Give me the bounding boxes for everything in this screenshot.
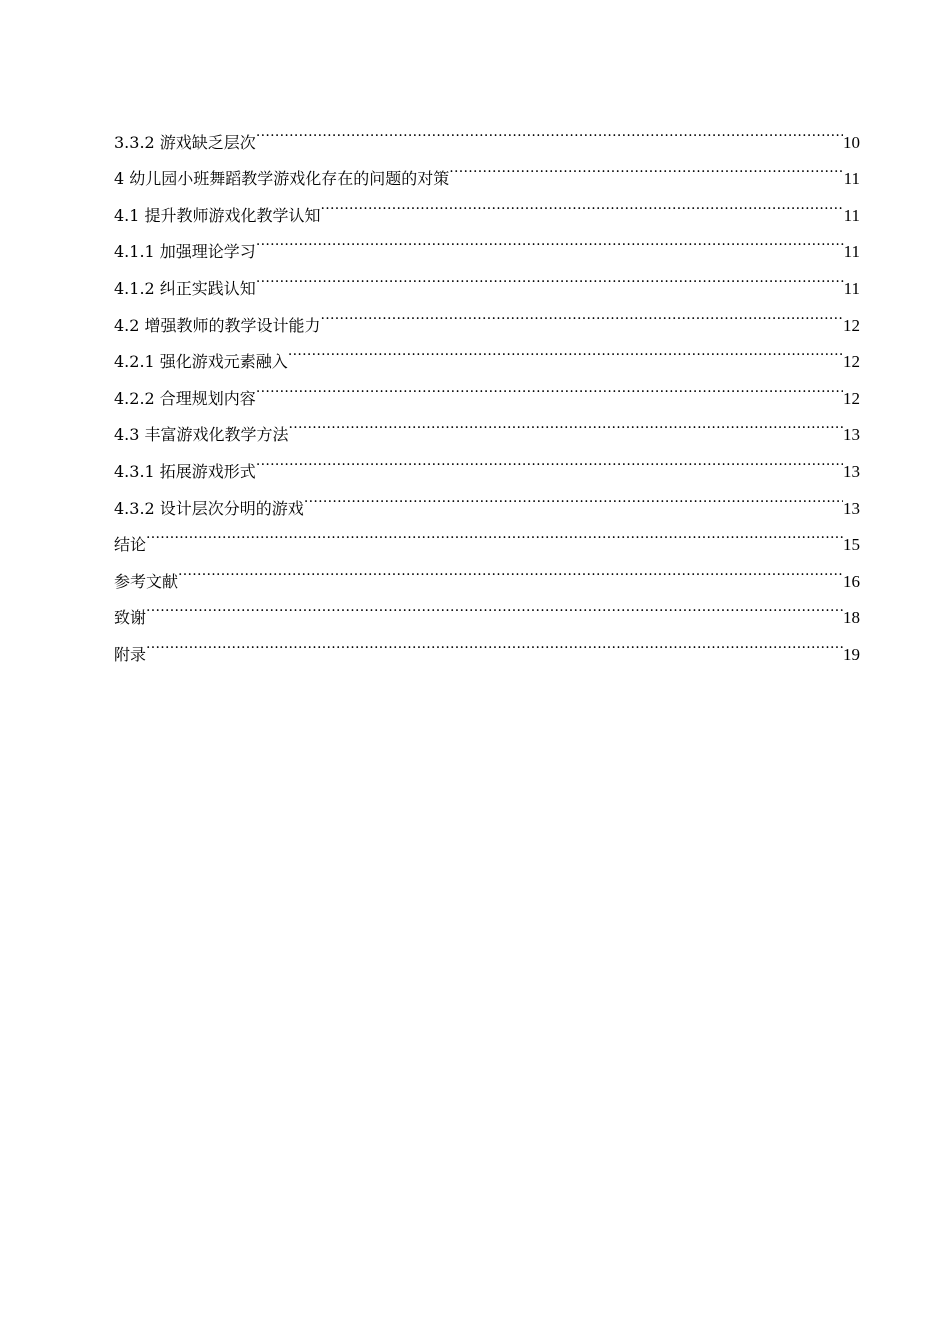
toc-dot-leader <box>178 550 843 587</box>
toc-page-number: 13 <box>843 498 860 518</box>
toc-entry-title: 4.1 提升教师游戏化教学认知 <box>114 205 321 225</box>
toc-entry-title: 4.3.2 设计层次分明的游戏 <box>114 498 304 518</box>
toc-dot-leader <box>256 257 844 294</box>
toc-dot-leader <box>288 331 843 368</box>
toc-entry[interactable] <box>114 514 860 555</box>
toc-dot-leader <box>256 111 843 148</box>
toc-entry-title: 4.2 增强教师的教学设计能力 <box>114 315 321 335</box>
toc-dot-leader <box>289 404 843 441</box>
toc-page-number: 16 <box>843 571 860 591</box>
toc-dot-leader <box>449 148 843 185</box>
toc-entry[interactable] <box>114 587 860 628</box>
toc-page-number: 11 <box>843 278 860 298</box>
toc-dot-leader <box>256 440 843 477</box>
toc-dot-leader <box>304 477 843 514</box>
toc-entry[interactable] <box>114 550 860 591</box>
toc-page-number: 12 <box>843 388 860 408</box>
toc-dot-leader <box>321 294 843 331</box>
toc-entry-title: 4.1.1 加强理论学习 <box>114 242 256 262</box>
toc-entry-title: 参考文献 <box>114 571 179 591</box>
toc-page-number: 10 <box>843 132 860 152</box>
toc-page-number: 19 <box>843 644 860 664</box>
toc-dot-leader <box>256 367 843 404</box>
toc-entry-title: 致谢 <box>114 608 147 628</box>
toc-dot-leader <box>256 221 844 258</box>
toc-page-number: 15 <box>843 535 860 555</box>
toc-page-number: 18 <box>843 608 860 628</box>
toc-page-number: 11 <box>843 169 860 189</box>
toc-page-number: 12 <box>843 352 860 372</box>
toc-entry-title: 4.3 丰富游戏化教学方法 <box>114 425 289 445</box>
toc-page-number: 11 <box>843 242 860 262</box>
toc-entry-title: 3.3.2 游戏缺乏层次 <box>114 132 256 152</box>
toc-entry-title: 4.2.1 强化游戏元素融入 <box>114 352 288 372</box>
toc-page-number: 11 <box>843 205 860 225</box>
toc-entry[interactable] <box>114 111 860 152</box>
toc-page-number: 12 <box>843 315 860 335</box>
toc-entry[interactable] <box>114 623 860 664</box>
toc-entry-title: 4 幼儿园小班舞蹈教学游戏化存在的问题的对策 <box>114 169 450 189</box>
toc-page-number: 13 <box>843 425 860 445</box>
toc-dot-leader <box>321 184 844 221</box>
toc-dot-leader <box>146 514 843 551</box>
toc-dot-leader <box>146 587 843 624</box>
toc-entry-title: 4.2.2 合理规划内容 <box>114 388 256 408</box>
toc-page-number: 13 <box>843 461 860 481</box>
toc-entry-title: 4.1.2 纠正实践认知 <box>114 278 256 298</box>
toc-entry-title: 结论 <box>114 535 147 555</box>
toc-dot-leader <box>146 623 843 660</box>
table-of-contents <box>114 111 860 664</box>
toc-entry-title: 附录 <box>114 644 147 664</box>
toc-entry-title: 4.3.1 拓展游戏形式 <box>114 461 256 481</box>
